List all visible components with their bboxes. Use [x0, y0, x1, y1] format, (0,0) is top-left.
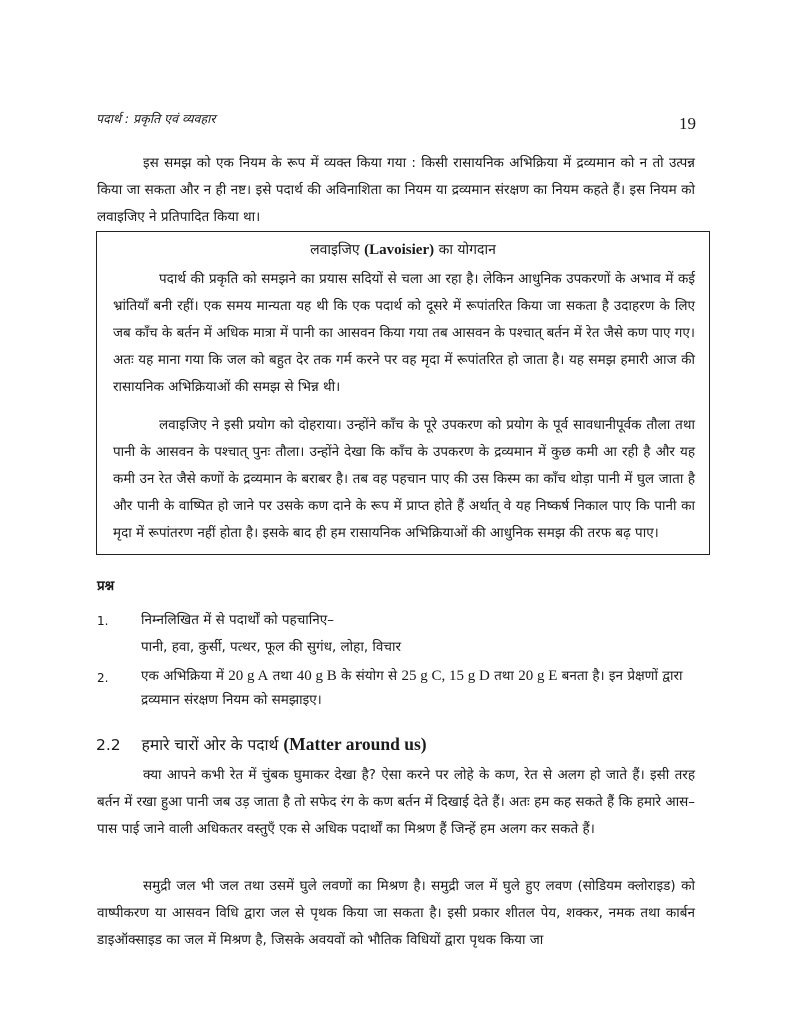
- box-title-hindi: लवाइजिए: [310, 242, 360, 258]
- intro-paragraph: इस समझ को एक नियम के रूप में व्यक्त किया गया : किसी रासायनिक अभिक्रिया में द्रव्यमान को न तो उत्पन्न किया जा सकता और न ही नष्ट। इसे पदार्थ की अविनाशिता का नियम या द्रव्यमान संरक्षण का नियम कहते हैं। इस नियम को लवाइजिए ने प्रतिपादित किया था।: [97, 155, 695, 225]
- section-heading: [96, 733, 427, 755]
- section-paragraph-1: क्या आपने कभी रेत में चुंबक घुमाकर देखा है? ऐसा करने पर लोहे के कण, रेत से अलग हो जाते हैं। इसी तरह बर्तन में रखा हुआ पानी जब उड़ जाता है तो सफेद रंग के कण बर्तन में दिखाई देते हैं। अतः हम कह सकते हैं कि हमारे आस–पास पाई जाने वाली अधिकतर वस्तुएँ एक से अधिक पदार्थों का मिश्रण हैं जिन्हें हम अलग कर सकते हैं।: [97, 767, 695, 837]
- section-title-english: (Matter around us): [283, 734, 427, 754]
- questions-label: प्रश्न: [97, 578, 115, 594]
- question-2-number: 2.: [97, 671, 109, 685]
- lavoisier-contribution-box: [96, 231, 710, 555]
- section-number: 2.2: [96, 736, 121, 754]
- box-title-suffix: का योगदान: [438, 242, 496, 258]
- box-title-english: (Lavoisier): [364, 242, 435, 258]
- box-paragraph-1: पदार्थ की प्रकृति को समझने का प्रयास सदियों से चला आ रहा है। लेकिन आधुनिक उपकरणों के अभाव में कई भ्रांतियाँ बनी रहीं। एक समय मान्यता यह थी कि एक पदार्थ को दूसरे में रूपांतरित किया जा सकता है उदाहरण के लिए जब काँच के बर्तन में अधिक मात्रा में पानी का आसवन किया गया तब आसवन के पश्चात् बर्तन में रेत जैसे कण पाए गए। अतः यह माना गया कि जल को बहुत देर तक गर्म करने पर वह मृदा में रूपांतरित हो जाता है। यह समझ हमारी आज की रासायनिक अभिक्रियाओं की समझ से भिन्न थी।: [113, 271, 695, 395]
- section-title-hindi: हमारे चारों ओर के पदार्थ: [141, 736, 279, 754]
- question-1-text: निम्नलिखित में से पदार्थों को पहचानिए–: [141, 612, 335, 628]
- box-title: [97, 240, 709, 259]
- box-paragraph-2: लवाइजिए ने इसी प्रयोग को दोहराया। उन्होंने काँच के पूरे उपकरण को प्रयोग के पूर्व सावधानीपूर्वक तौला तथा पानी के आसवन के पश्चात् पुनः तौला। उन्होंने देखा कि काँच के उपकरण के द्रव्यमान में कुछ कमी आ रही है और यह कमी उन रेत जैसे कणों के द्रव्यमान के बराबर है। तब वह पहचान पाए की उस किस्म का काँच थोड़ा पानी में घुल जाता है और पानी के वाष्पित हो जाने पर उसके कण दाने के रूप में प्राप्त होते हैं अर्थात् वे यह निष्कर्ष निकाल पाए कि पानी का मृदा में रूपांतरण नहीं होता है। इसके बाद ही हम रासायनिक अभिक्रियाओं की आधुनिक समझ की तरफ बढ़ पाए।: [113, 417, 695, 541]
- running-header: पदार्थ : प्रकृति एवं व्यवहार: [96, 111, 216, 126]
- page-number: 19: [679, 114, 696, 133]
- question-1-options: पानी, हवा, कुर्सी, पत्थर, फूल की सुगंध, लोहा, विचार: [141, 639, 402, 655]
- question-2-text: एक अभिक्रिया में 20 g A तथा 40 g B के संयोग से 25 g C, 15 g D तथा 20 g E बनता है। इन प्रेक्षणों द्वारा द्रव्यमान संरक्षण नियम को समझाइए।: [141, 668, 683, 708]
- section-paragraph-2: समुद्री जल भी जल तथा उसमें घुले लवणों का मिश्रण है। समुद्री जल में घुले हुए लवण (सोडियम क्लोराइड) को वाष्पीकरण या आसवन विधि द्वारा जल से पृथक किया जा सकता है। इसी प्रकार शीतल पेय, शक्कर, नमक तथा कार्बन डाइऑक्साइड का जल में मिश्रण है, जिसके अवयवों को भौतिक विधियों द्वारा पृथक किया जा: [97, 878, 695, 948]
- question-1-number: 1.: [97, 614, 109, 628]
